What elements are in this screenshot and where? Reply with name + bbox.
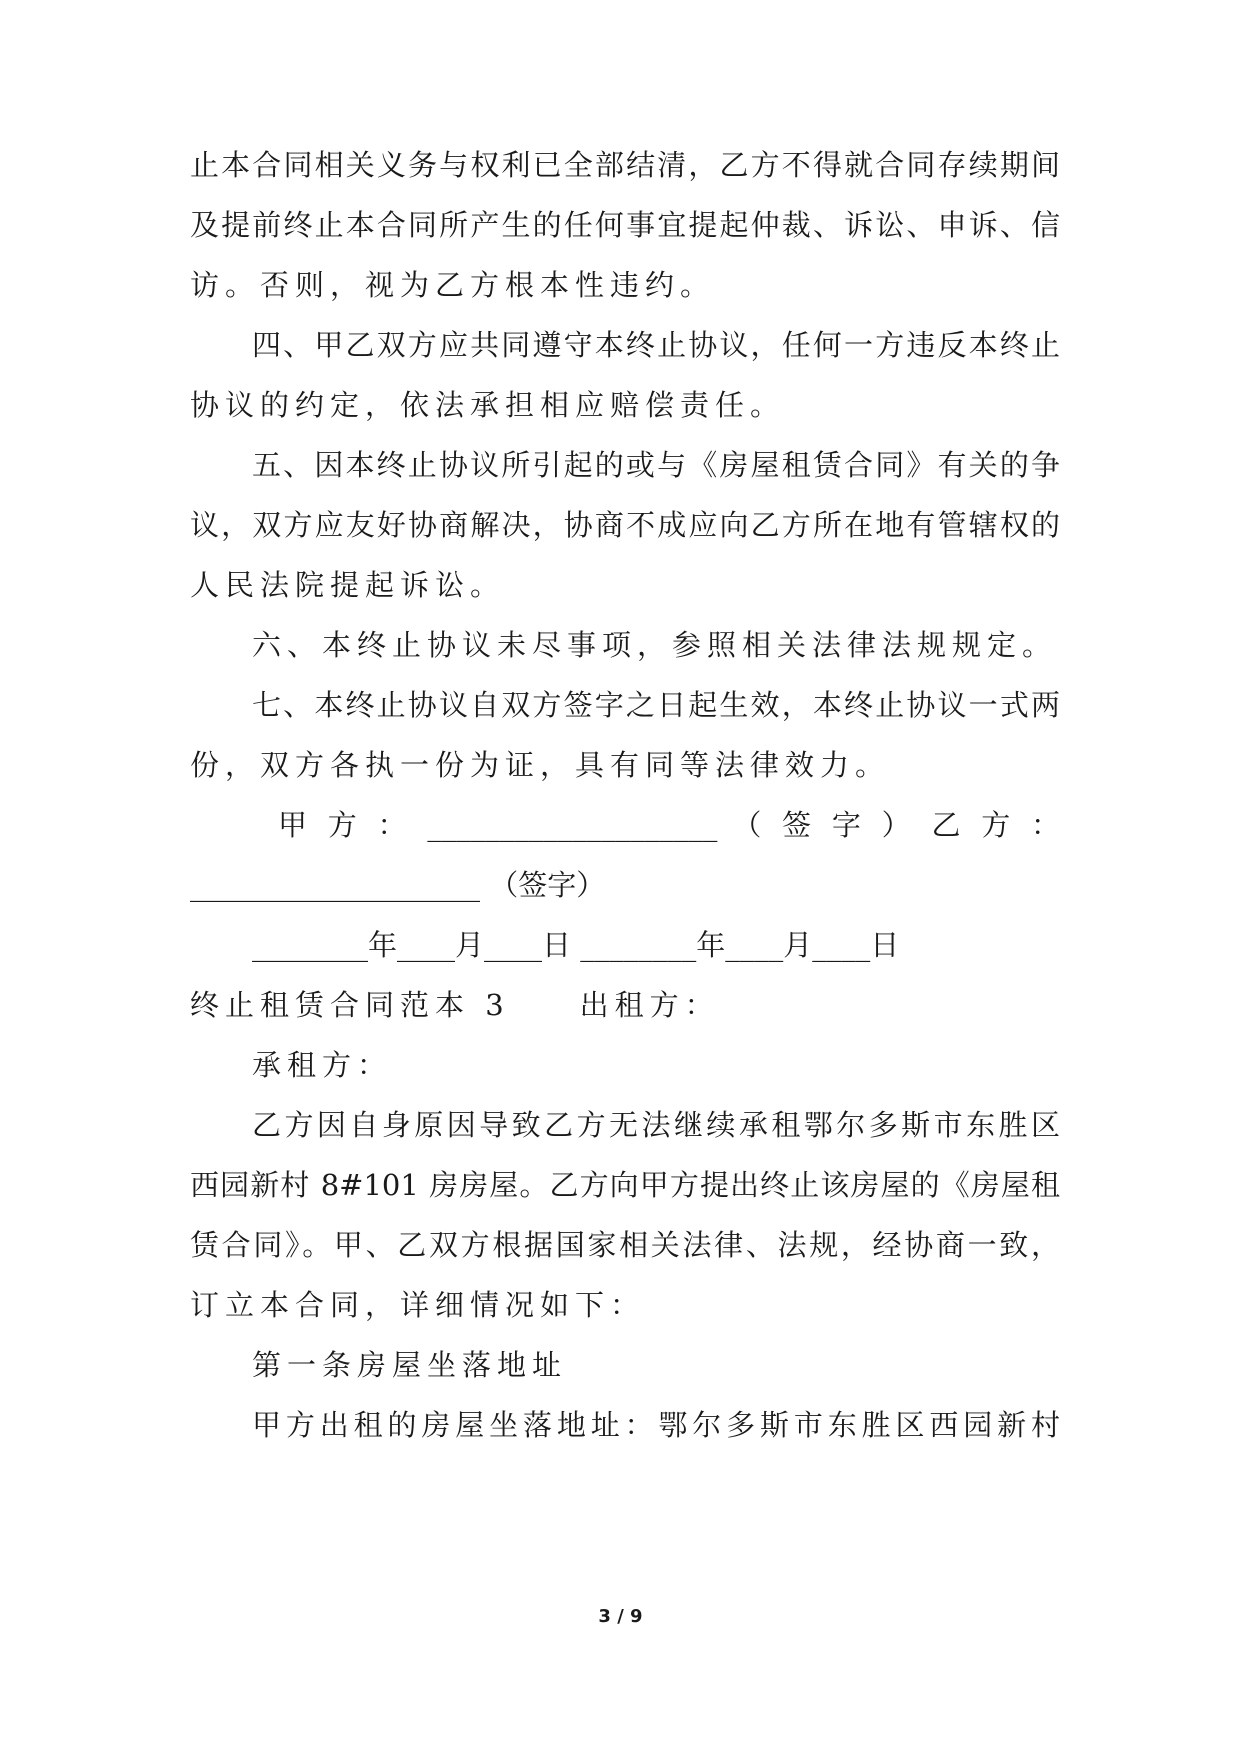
signature-line-party-a: 甲 方 ： ____________________ （ 签 字 ） 乙 方 ： [278, 808, 1060, 842]
paragraph-line: 止本合同相关义务与权利已全部结清，乙方不得就合同存续期间 [190, 148, 1060, 182]
section-heading: 终止租赁合同范本 3 出租方： [190, 988, 720, 1022]
lessee-label: 承租方： [252, 1048, 393, 1082]
paragraph-line: 订立本合同，详细情况如下： [190, 1288, 646, 1322]
signature-line-party-b: ____________________ （签字） [190, 868, 606, 902]
paragraph-line: 协议的约定，依法承担相应赔偿责任。 [190, 388, 786, 422]
clause-five: 五、因本终止协议所引起的或与《房屋租赁合同》有关的争 [252, 448, 1060, 482]
paragraph-line: 及提前终止本合同所产生的任何事宜提起仲裁、诉讼、申诉、信 [190, 208, 1060, 242]
clause-four: 四、甲乙双方应共同遵守本终止协议，任何一方违反本终止 [252, 328, 1060, 362]
article-heading: 第一条房屋坐落地址 [252, 1348, 568, 1382]
paragraph-line: 访。否则，视为乙方根本性违约。 [190, 268, 716, 302]
paragraph-line: 甲方出租的房屋坐落地址：鄂尔多斯市东胜区西园新村 [252, 1408, 1060, 1442]
paragraph-line: 份，双方各执一份为证，具有同等法律效力。 [190, 748, 891, 782]
paragraph-line: 西园新村 8#101 房房屋。乙方向甲方提出终止该房屋的《房屋租 [190, 1168, 1060, 1202]
page-number: 3 / 9 [598, 1606, 643, 1627]
paragraph-line: 乙方因自身原因导致乙方无法继续承租鄂尔多斯市东胜区 [252, 1108, 1060, 1142]
clause-seven: 七、本终止协议自双方签字之日起生效，本终止协议一式两 [252, 688, 1060, 722]
paragraph-line: 议，双方应友好协商解决，协商不成应向乙方所在地有管辖权的 [190, 508, 1060, 542]
date-line: ________年____月____日 ________年____月____日 [252, 928, 900, 962]
paragraph-line: 人民法院提起诉讼。 [190, 568, 506, 602]
clause-six: 六、本终止协议未尽事项，参照相关法律法规规定。 [252, 628, 1058, 662]
paragraph-line: 赁合同》。甲、乙双方根据国家相关法律、法规，经协商一致， [190, 1228, 1060, 1262]
